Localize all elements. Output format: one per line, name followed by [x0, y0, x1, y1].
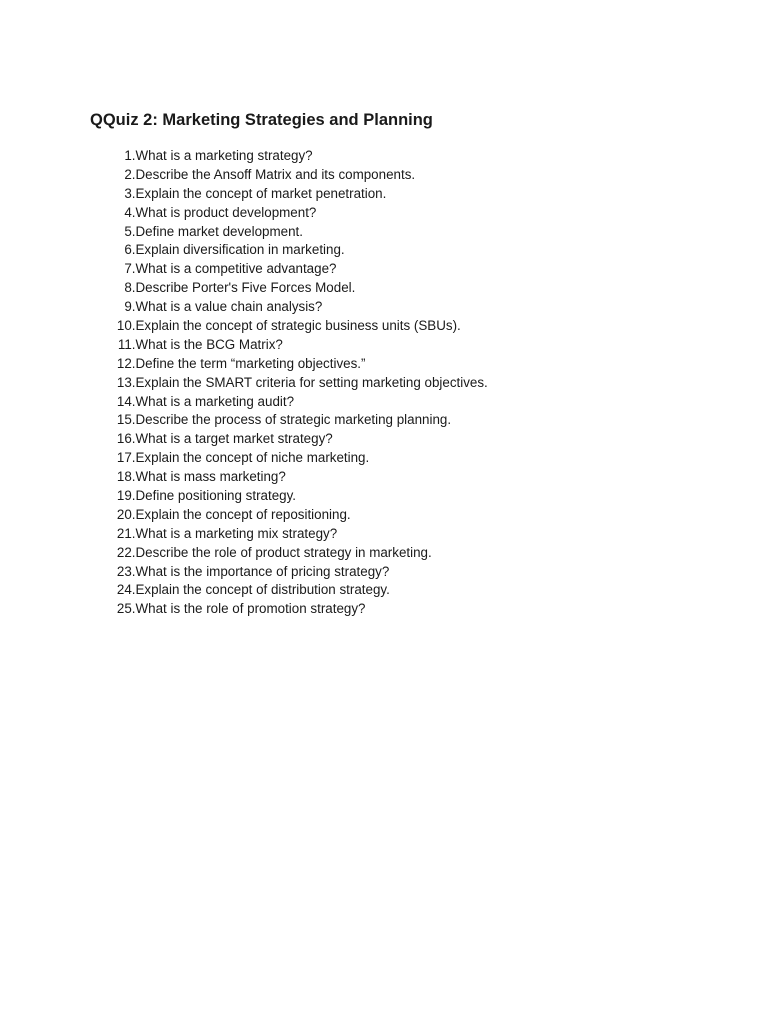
list-item: [110, 147, 488, 166]
question-number: 13.: [116, 374, 136, 390]
question-number: 2.: [124, 166, 136, 182]
question-number: 10.: [116, 318, 136, 334]
question-text: What is a marketing mix strategy?: [135, 525, 338, 541]
question-number: 5.: [124, 223, 136, 239]
list-item: [110, 374, 488, 393]
question-number: 3.: [124, 185, 136, 201]
question-number: 6.: [124, 242, 136, 258]
question-text: Explain the concept of strategic business units (SBUs).: [135, 318, 461, 334]
list-item: [110, 600, 488, 619]
list-item: [110, 260, 488, 279]
question-number: 17.: [116, 450, 136, 466]
list-item: [110, 449, 488, 468]
list-item: [110, 298, 488, 317]
question-text: Explain the concept of distribution strategy.: [135, 582, 390, 598]
list-item: [110, 279, 488, 298]
list-item: [110, 355, 488, 374]
question-text: What is a value chain analysis?: [135, 299, 323, 315]
question-number: 9.: [124, 299, 136, 315]
question-text: Define positioning strategy.: [135, 488, 297, 504]
list-item: [110, 241, 488, 260]
question-text: What is the BCG Matrix?: [135, 336, 283, 352]
question-text: Describe Porter's Five Forces Model.: [135, 280, 356, 296]
question-text: What is product development?: [135, 204, 317, 220]
question-text: Explain the SMART criteria for setting marketing objectives.: [135, 374, 488, 390]
question-text: What is the role of promotion strategy?: [135, 601, 366, 617]
list-item: [110, 430, 488, 449]
question-number: 21.: [116, 525, 136, 541]
question-text: What is a marketing audit?: [135, 393, 295, 409]
question-number: 23.: [116, 563, 136, 579]
question-number: 16.: [116, 431, 136, 447]
question-text: What is the importance of pricing strategy?: [135, 563, 390, 579]
page-title: QQuiz 2: Marketing Strategies and Planning: [90, 111, 433, 129]
question-number: 18.: [116, 469, 136, 485]
list-item: [110, 581, 488, 600]
list-item: [110, 506, 488, 525]
list-item: [110, 317, 488, 336]
list-item: [110, 525, 488, 544]
question-number: 11.: [117, 336, 136, 352]
question-number: 14.: [116, 393, 136, 409]
question-number: 8.: [124, 280, 136, 296]
list-item: [110, 468, 488, 487]
list-item: [110, 411, 488, 430]
list-item: [110, 563, 488, 582]
question-number: 7.: [124, 261, 136, 277]
question-text: Describe the process of strategic marketing planning.: [135, 412, 452, 428]
question-text: Explain the concept of niche marketing.: [135, 450, 370, 466]
question-list: [110, 147, 488, 619]
list-item: [110, 487, 488, 506]
question-text: What is a marketing strategy?: [135, 148, 313, 163]
question-number: 4.: [124, 204, 136, 220]
question-text: Describe the Ansoff Matrix and its components.: [135, 166, 416, 182]
question-number: 25.: [116, 601, 136, 617]
question-number: 20.: [116, 506, 136, 522]
question-text: Define market development.: [135, 223, 303, 239]
question-number: 19.: [116, 488, 136, 504]
question-text: What is mass marketing?: [135, 469, 286, 485]
question-text: Describe the role of product strategy in marketing.: [135, 544, 432, 560]
list-item: [110, 185, 488, 204]
list-item: [110, 223, 488, 242]
question-text: Explain diversification in marketing.: [135, 242, 345, 258]
question-text: Explain the concept of repositioning.: [135, 506, 351, 522]
list-item: [110, 393, 488, 412]
list-item: [110, 204, 488, 223]
list-item: [110, 166, 488, 185]
question-text: What is a target market strategy?: [135, 431, 333, 447]
question-number: 12.: [116, 355, 136, 371]
question-number: 1.: [124, 148, 136, 163]
question-number: 24.: [116, 582, 136, 598]
question-number: 15.: [116, 412, 136, 428]
question-text: Explain the concept of market penetration.: [135, 185, 387, 201]
question-text: What is a competitive advantage?: [135, 261, 337, 277]
question-text: Define the term “marketing objectives.”: [135, 355, 366, 371]
list-item: [110, 544, 488, 563]
question-number: 22.: [116, 544, 136, 560]
list-item: [110, 336, 488, 355]
